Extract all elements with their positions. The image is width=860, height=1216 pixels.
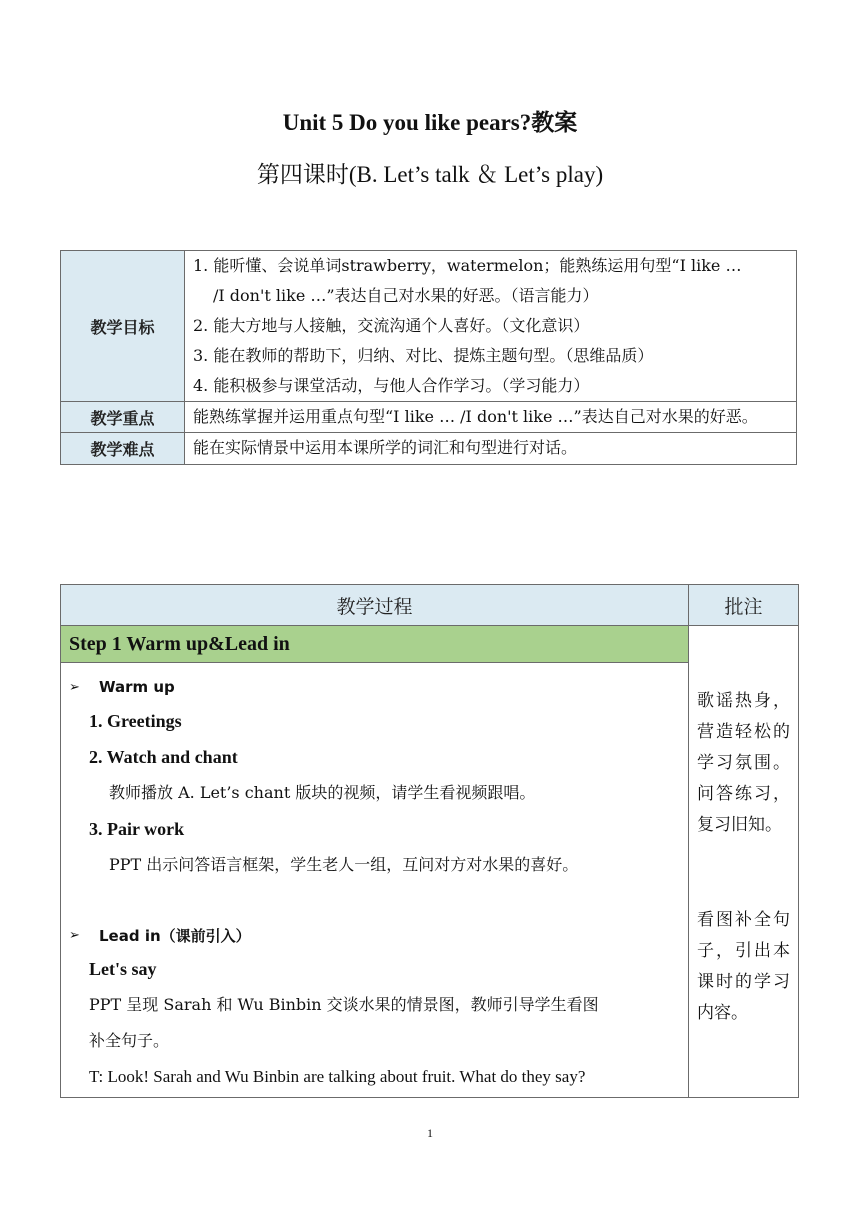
note-leadin: 看图补全句子，引出本课时的学习内容。 bbox=[697, 910, 790, 1023]
warmup-title: Warm up bbox=[99, 678, 175, 696]
step1-row bbox=[61, 626, 799, 663]
pair-work-desc: PPT 出示问答语言框架，学生老人一组，互问对方对水果的喜好。 bbox=[109, 855, 579, 874]
warmup-bullet bbox=[61, 671, 688, 703]
difficulty-row bbox=[61, 433, 797, 465]
goal-item-1: 1. 能听懂、会说单词strawberry，watermelon；能熟练运用句型“I like … bbox=[193, 256, 742, 275]
goal-item-2: 2. 能大方地与人接触，交流沟通个人喜好。（文化意识） bbox=[193, 316, 590, 335]
note-warmup: 歌谣热身，营造轻松的学习氛围。问答练习，复习旧知。 bbox=[697, 691, 790, 835]
focus-row bbox=[61, 402, 797, 433]
page-subtitle: 第四课时(B. Let’s talk ＆ Let’s play) bbox=[256, 162, 604, 187]
leadin-bullet bbox=[61, 919, 688, 951]
process-header-row bbox=[61, 585, 799, 626]
step1-heading: Step 1 Warm up&Lead in bbox=[61, 626, 689, 663]
objectives-table bbox=[60, 250, 797, 465]
goal-item-4: 4. 能积极参与课堂活动，与他人合作学习。（学习能力） bbox=[193, 376, 590, 395]
lets-say-desc-2: 补全句子。 bbox=[89, 1031, 170, 1050]
page-title: Unit 5 Do you like pears?教案 bbox=[282, 110, 578, 135]
goal-item-3: 3. 能在教师的帮助下，归纳、对比、提炼主题句型。（思维品质） bbox=[193, 346, 654, 365]
lets-say-desc-1: PPT 呈现 Sarah 和 Wu Binbin 交谈水果的情景图，教师引导学生看图 bbox=[89, 995, 599, 1014]
process-table bbox=[60, 584, 799, 1098]
goals-content bbox=[185, 251, 797, 402]
pair-work: 3. Pair work bbox=[89, 819, 185, 839]
watch-chant-desc: 教师播放 A. Let’s chant 版块的视频，请学生看视频跟唱。 bbox=[109, 783, 536, 802]
step1-body-row bbox=[61, 663, 799, 1098]
arrow-bullet-icon: ➢ bbox=[69, 927, 80, 943]
difficulty-label: 教学难点 bbox=[61, 433, 185, 465]
page-number: 1 bbox=[427, 1126, 433, 1140]
watch-chant: 2. Watch and chant bbox=[89, 747, 238, 767]
greetings: 1. Greetings bbox=[89, 711, 182, 731]
focus-label: 教学重点 bbox=[61, 402, 185, 433]
lets-say: Let's say bbox=[89, 959, 157, 979]
focus-content: 能熟练掌握并运用重点句型“I like … /I don't like …”表达自己对水果的好恶。 bbox=[185, 402, 797, 433]
teacher-line: T: Look! Sarah and Wu Binbin are talking about fruit. What do they say? bbox=[89, 1067, 586, 1086]
leadin-title: Lead in（课前引入） bbox=[99, 926, 251, 945]
notes-header: 批注 bbox=[689, 585, 799, 626]
step1-body bbox=[61, 663, 689, 1098]
goals-row bbox=[61, 251, 797, 402]
notes-cell bbox=[689, 626, 799, 1098]
process-header: 教学过程 bbox=[61, 585, 689, 626]
arrow-bullet-icon: ➢ bbox=[69, 679, 80, 695]
goals-label: 教学目标 bbox=[61, 251, 185, 402]
goal-item-1-cont: /I don't like …”表达自己对水果的好恶。（语言能力） bbox=[213, 286, 599, 305]
difficulty-content: 能在实际情景中运用本课所学的词汇和句型进行对话。 bbox=[185, 433, 797, 465]
